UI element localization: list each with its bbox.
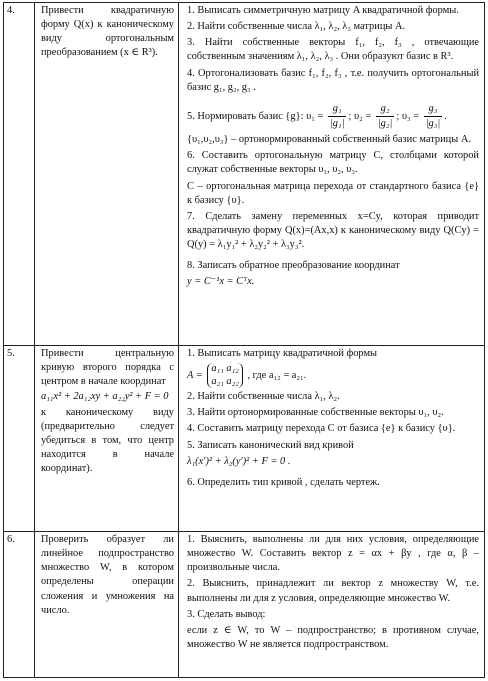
step-8-formula: y = C⁻¹x = Cᵀx.: [187, 276, 255, 288]
method-table: [3, 2, 485, 678]
normalize-frac-2: $\frac{\text{g₂}}{\text{|g₂|}}$: [377, 102, 393, 129]
normalize-v2: υ₂ =: [353, 110, 372, 122]
step-2: 2. Найти собственные числа λ₁, λ₂, λ₃ матрицы A.: [187, 21, 406, 33]
table-row-6: [4, 532, 484, 677]
step-3: 3. Сделать вывод:: [187, 608, 266, 620]
matrix-formula: [187, 363, 479, 388]
step-2: 2. Найти собственные числа λ₁, λ₂.: [187, 391, 340, 403]
normalize-frac-3: $\frac{\text{g₃}}{\text{|g₃|}}$: [425, 102, 441, 129]
step-6: 6. Составить ортогональную матрицу C, столбцами которой служат собственные векторы υ₁, υ₂, υ₃.: [187, 150, 479, 176]
row-number: 6.: [4, 532, 35, 677]
table-row-4: [4, 3, 484, 346]
step-3: 3. Найти собственные векторы f₁, f₂, f₃ , отвечающие собственным значениям λ₁, λ₂, λ₃ . Они образуют базис в R³.: [187, 37, 479, 63]
step-5: 5. Записать канонический вид кривой: [187, 439, 354, 451]
step-1: 1. Выписать матрицу квадратичной формы: [187, 348, 378, 359]
step-4: 4. Ортогонализовать базис f₁, f₂, f₃ , т.е. получить ортогональный базис g₁, g₂, g₃ .: [187, 67, 479, 93]
step-7: 7. Сделать замену переменных x=Cy, которая приводит квадратичную форму Q(x)=(Ax,x) к каноническому виду Q(Cy) = Q(y) = λ₁y₁² + λ₂y₂² + λ₃y₃².: [187, 210, 479, 251]
step-6: 6. Определить тип кривой , сделать чертеж.: [187, 476, 380, 488]
solution-steps: [179, 532, 484, 677]
task-statement: Привести квадратичную форму Q(x) к каноническому виду ортогональным преобразованием (x ∈ R³).: [35, 3, 179, 345]
step-6-note: C – ортогональная матрица перехода от стандартного базиса {e} к базису {υ}.: [187, 180, 479, 206]
solution-steps: [179, 346, 484, 531]
matrix-note: , где a₁₂ = a₂₁.: [247, 370, 307, 382]
task-text: Привести центральную кривую второго порядка с центром в начале координат: [41, 348, 174, 388]
step-8: 8. Записать обратное преобразование координат: [187, 260, 400, 272]
step-5-label: 5. Нормировать базис {g}:: [187, 110, 304, 122]
task-text-tail: к каноническому виду (предварительно следует убедиться в том, что центр находится в начале координат).: [41, 406, 174, 475]
row-number: 5.: [4, 346, 35, 531]
step-2: 2. Выяснить, принадлежит ли вектор z множеству W, т.е. выполнены ли для z условия, определяющие множество W.: [187, 578, 479, 604]
step-1: 1. Выяснить, выполнены ли для них условия, определяющие множество W. Составить вектор z = αx + βy , где α, β – произвольные числа.: [187, 534, 479, 574]
step-5-formula: λ₁(x′)² + λ₂(y′)² + F = 0 .: [187, 455, 291, 467]
step-5: 5. Нормировать базис {g}: υ₁ = $\frac{\text{g₁}}{\text{|g₁|}}$ ; υ₂ = $\frac{\text{g₂}}{\text{|g₂|}}$ ; υ₃ = $\frac{\text{g₃}}{\text{|g₃|}}$ .: [187, 102, 479, 131]
normalize-v1: υ₁ =: [306, 110, 324, 122]
step-5-result: {υ₁,υ₂,υ₃} – ортонормированный собственный базис матрицы A.: [187, 134, 471, 146]
task-statement: [35, 346, 179, 531]
normalize-v3: υ₃ =: [401, 110, 420, 122]
normalize-frac-1: $\frac{\text{g₁}}{\text{|g₁|}}$: [329, 102, 345, 129]
step-4: 4. Составить матрицу перехода C от базиса {e} к базису {υ}.: [187, 423, 456, 435]
matrix-A: a₁₁ a₁₂ a₂₁ a₂₂: [207, 363, 242, 388]
table-row-5: [4, 346, 484, 532]
solution-steps: [179, 3, 484, 345]
row-number: 4.: [4, 3, 35, 345]
task-statement: Проверить образует ли линейное подпространство множество W, в котором определены операции сложения и умножения на число.: [35, 532, 179, 677]
curve-equation: a₁₁x² + 2a₁₂xy + a₂₂y² + F = 0: [41, 391, 169, 403]
step-3: 3. Найти ортонормированные собственные векторы υ₁, υ₂.: [187, 407, 444, 419]
step-3-conclusion: если z ∈ W, то W – подпространство; в противном случае, множество W не является подпространством.: [187, 624, 479, 650]
step-1: 1. Выписать симметричную матрицу A квадратичной формы.: [187, 5, 459, 16]
matrix-lhs: A =: [187, 370, 203, 382]
